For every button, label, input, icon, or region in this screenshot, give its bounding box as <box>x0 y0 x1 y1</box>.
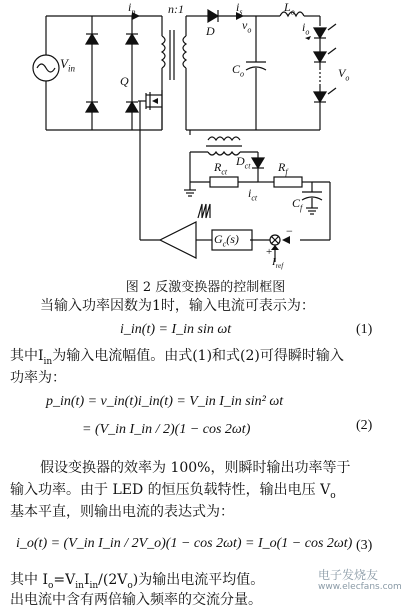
paragraph-line-4: 假设变换器的效率为 100%，则瞬时输出功率等于 <box>40 460 351 476</box>
resistor-rct <box>210 177 238 187</box>
label-co: $C_o$ <box>232 62 245 79</box>
label-rf: $R_f$ <box>278 160 288 177</box>
equation-2-line-2: = (V_in I_in / 2)(1 − cos 2ωt) <box>82 422 251 437</box>
label-lo: $L_o$ <box>284 0 295 17</box>
ramp-signal <box>198 204 210 218</box>
label-ip: $i_p$ <box>128 0 136 17</box>
label-iref: $I_{ref}$ <box>272 256 284 271</box>
paragraph-line-1: 当输入功率因数为1时，输入电流可表示为： <box>40 298 315 314</box>
led-2 <box>314 52 326 62</box>
equation-2-number: (2) <box>356 418 373 433</box>
led-3 <box>314 92 326 102</box>
watermark-logo-text: 电子发烧友 <box>318 568 379 582</box>
label-minus: − <box>286 224 293 238</box>
label-gc: $G_c(s)$ <box>214 232 239 249</box>
paragraph-line-6: 基本平直，则输出电流的表达式为： <box>10 504 234 520</box>
label-d: D <box>206 24 215 38</box>
label-rct: $R_{ct}$ <box>214 160 228 177</box>
comparator <box>160 222 196 258</box>
bridge-diode-2 <box>126 34 138 44</box>
resistor-rf <box>274 177 302 187</box>
label-vo-right: $V_o$ <box>338 66 350 83</box>
label-plus: + <box>266 246 273 258</box>
figure-caption: 图 2 反激变换器的控制框图 <box>125 280 286 295</box>
paragraph-line-5: 输入功率。由于 LED 的恒压负载特性，输出电压 $V_o$ <box>10 482 336 501</box>
transformer-primary <box>162 36 165 68</box>
label-ict: $i_{ct}$ <box>248 186 258 203</box>
watermark-url: www.elecfans.com <box>318 582 402 592</box>
control-block-diagram <box>0 0 411 285</box>
paragraph-line-7: 其中 $I_o=V_{in}I_{in}/(2V_o)$为输出电流平均值。 <box>10 572 265 591</box>
equation-1: i_in(t) = I_in sin ωt <box>120 322 232 337</box>
equation-3-number: (3) <box>356 538 373 553</box>
equation-1-number: (1) <box>356 322 373 337</box>
label-vo-top: $v_o$ <box>242 18 252 35</box>
bridge-diode-4 <box>126 102 138 112</box>
current-transformer <box>208 137 240 140</box>
label-is: $i_s$ <box>236 0 243 17</box>
equation-2-line-1: p_in(t) = v_in(t)i_in(t) = V_in I_in sin² ωt <box>46 394 284 409</box>
transformer-secondary <box>183 36 186 68</box>
ct-diode <box>252 158 264 168</box>
output-diode <box>208 10 218 22</box>
bridge-diode-1 <box>86 34 98 44</box>
paragraph-line-8: 出电流中含有两倍输入频率的交流分量。 <box>10 592 262 608</box>
label-dct: $D_{ct}$ <box>236 154 251 171</box>
led-1 <box>314 28 326 38</box>
label-q: Q <box>120 74 129 88</box>
label-cf: $C_f$ <box>292 196 303 213</box>
label-turns: n:1 <box>168 2 184 16</box>
paragraph-line-2: 其中$I_{in}$为输入电流幅值。由式(1)和式(2)可得瞬时输入 <box>10 348 344 367</box>
label-vin: $V_{in}$ <box>60 56 75 74</box>
label-io: $i_o$ <box>302 20 310 37</box>
bridge-diode-3 <box>86 102 98 112</box>
equation-3: i_o(t) = (V_in I_in / 2V_o)(1 − cos 2ωt) = I_o(1 − cos 2ωt) <box>16 536 353 551</box>
paragraph-line-3: 功率为： <box>10 370 66 386</box>
ac-source-wave <box>37 64 55 72</box>
